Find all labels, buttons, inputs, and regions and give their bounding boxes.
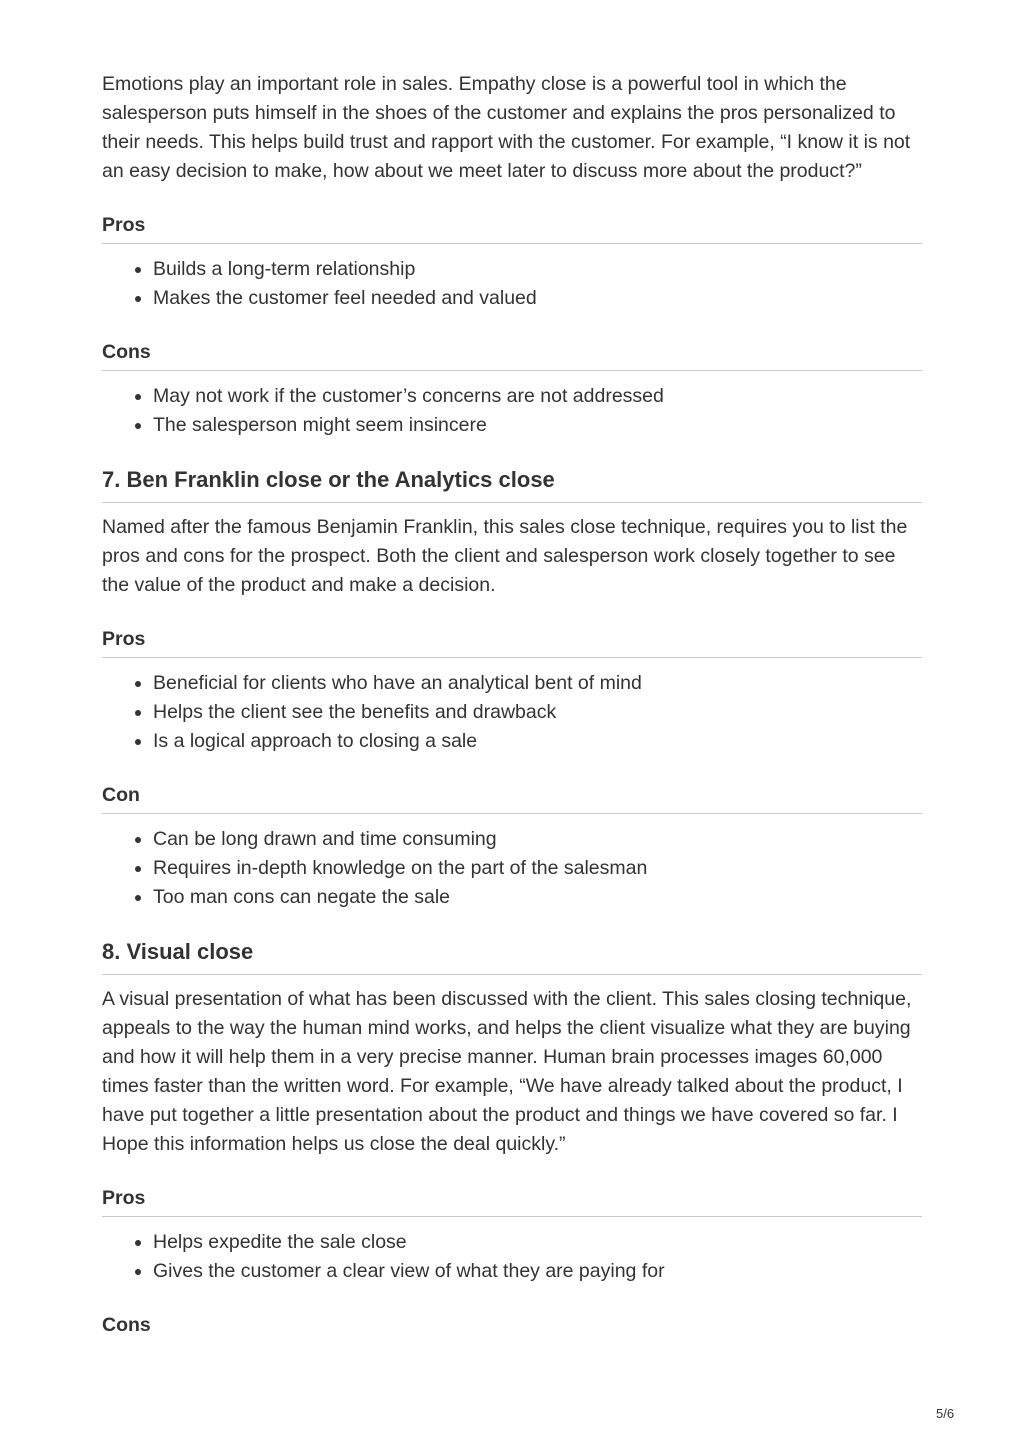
visual-cons-heading: Cons <box>102 1314 151 1336</box>
empathy-pros-list <box>102 255 922 313</box>
article-content <box>102 70 922 1343</box>
empathy-cons-list <box>102 382 922 440</box>
list-item: • Too man cons can negate the sale <box>153 883 922 912</box>
visual-pros-heading: Pros <box>102 1186 922 1217</box>
list-item: • Helps the client see the benefits and drawback <box>153 698 922 727</box>
visual-close-paragraph: A visual presentation of what has been discussed with the client. This sales closing technique, appeals to the way the human mind works, and helps the client visualize what they are buying and how it will help them in a very precise manner. Human brain processes images 60,000 times faster than the written word. For example, “We have already talked about the product, I have put together a little presentation about the product and things we have covered so far. I Hope this information helps us close the deal quickly.” <box>102 988 912 1155</box>
list-item: • The salesperson might seem insincere <box>153 411 922 440</box>
ben-franklin-close-heading: 7. Ben Franklin close or the Analytics close <box>102 466 922 503</box>
franklin-pros-list <box>102 669 922 756</box>
list-item: • Builds a long-term relationship <box>153 255 922 284</box>
ben-franklin-close-paragraph: Named after the famous Benjamin Franklin, this sales close technique, requires you to list the pros and cons for the prospect. Both the client and salesperson work closely together to see the value of the product and make a decision. <box>102 516 908 596</box>
list-item: • May not work if the customer’s concerns are not addressed <box>153 382 922 411</box>
franklin-pros-heading: Pros <box>102 627 922 658</box>
list-item: • Makes the customer feel needed and valued <box>153 284 922 313</box>
list-item: • Is a logical approach to closing a sale <box>153 727 922 756</box>
list-item: • Gives the customer a clear view of what they are paying for <box>153 1257 922 1286</box>
empathy-pros-heading: Pros <box>102 213 922 244</box>
list-item: • Helps expedite the sale close <box>153 1228 922 1257</box>
list-item: • Beneficial for clients who have an analytical bent of mind <box>153 669 922 698</box>
visual-close-heading: 8. Visual close <box>102 938 922 975</box>
page-number: 5/6 <box>936 1406 955 1421</box>
list-item: • Requires in-depth knowledge on the part of the salesman <box>153 854 922 883</box>
franklin-cons-heading: Con <box>102 783 922 814</box>
empathy-cons-heading: Cons <box>102 340 922 371</box>
visual-pros-list <box>102 1228 922 1286</box>
empathy-close-paragraph: Emotions play an important role in sales. Empathy close is a powerful tool in which the salesperson puts himself in the shoes of the customer and explains the pros personalized to their needs. This helps build trust and rapport with the customer. For example, “I know it is not an easy decision to make, how about we meet later to discuss more about the product?” <box>102 73 911 182</box>
list-item: • Can be long drawn and time consuming <box>153 825 922 854</box>
franklin-cons-list <box>102 825 922 912</box>
